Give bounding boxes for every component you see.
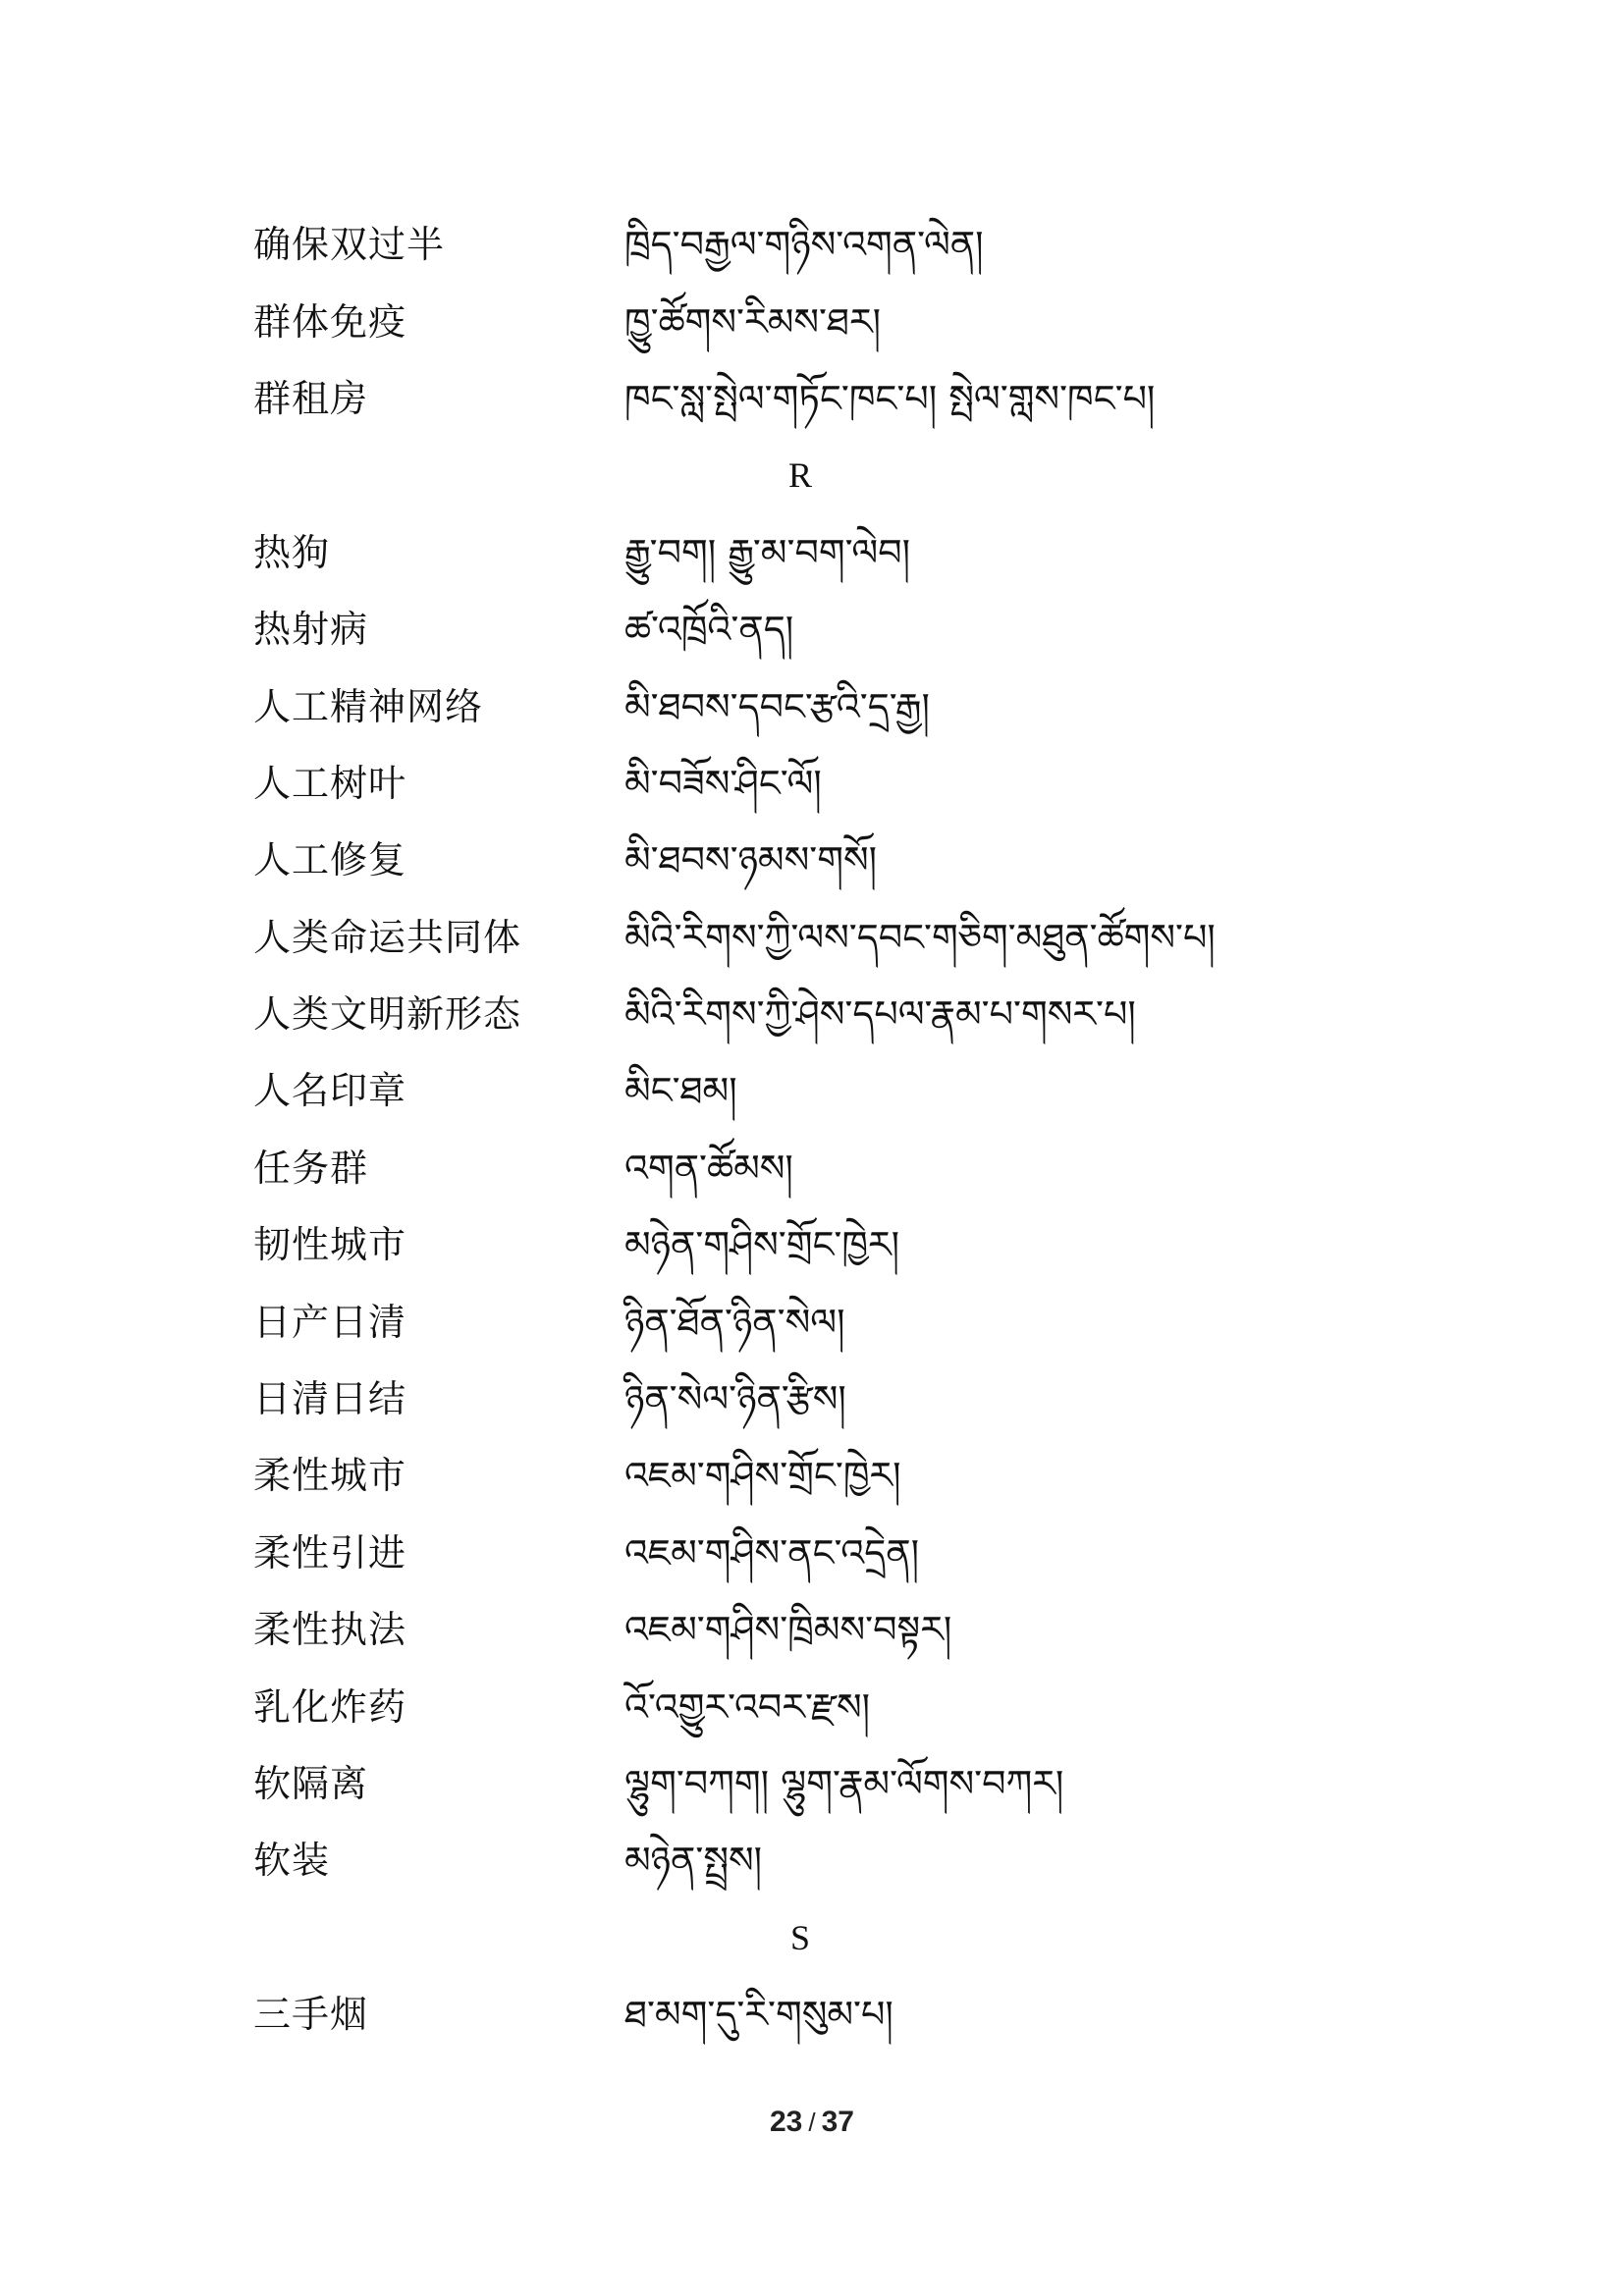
page-separator: / <box>808 2108 816 2137</box>
glossary-entry <box>253 1976 1373 2053</box>
tibetan-term: མིང་ཐམ། <box>624 1069 737 1113</box>
chinese-term: 乳化炸药 <box>253 1684 407 1729</box>
chinese-term: 热射病 <box>253 608 369 652</box>
tibetan-term: ཁང་སླ་སྤེལ་གཏོང་ཁང་པ། སྤེལ་གླས་ཁང་པ། <box>624 376 1156 420</box>
chinese-term: 柔性城市 <box>253 1454 407 1498</box>
glossary-entry <box>253 1361 1373 1437</box>
glossary-entry <box>253 514 1373 591</box>
chinese-term: 人工修复 <box>253 838 407 882</box>
chinese-term: 群租房 <box>253 376 369 420</box>
glossary-entry <box>253 976 1373 1052</box>
chinese-term: 人名印章 <box>253 1069 407 1113</box>
glossary-entry <box>253 822 1373 898</box>
chinese-term: 日产日清 <box>253 1300 407 1344</box>
page-number <box>0 2106 1624 2139</box>
chinese-term: 软隔离 <box>253 1762 369 1805</box>
tibetan-term: ཁྲིད་བརྒྱལ་གཉིས་འགན་ལེན། <box>624 223 984 267</box>
chinese-term: 三手烟 <box>253 1993 369 2037</box>
glossary-entry <box>253 1052 1373 1129</box>
tibetan-term: ཐ་མག་དུ་རི་གསུམ་པ། <box>624 1993 893 2037</box>
glossary-entry <box>253 360 1373 437</box>
tibetan-term: ཉིན་སེལ་ཉིན་རྩིས། <box>624 1377 846 1421</box>
total-page-count: 37 <box>821 2106 854 2138</box>
tibetan-term: འཇམ་གཤིས་ནང་འདྲེན། <box>624 1530 920 1575</box>
chinese-term: 群体免疫 <box>253 299 407 344</box>
tibetan-term: མི་ཐབས་ཉམས་གསོ། <box>624 838 878 882</box>
section-letter-s: S <box>789 1917 811 1957</box>
glossary-list <box>253 206 1373 2053</box>
glossary-entry <box>253 1437 1373 1514</box>
glossary-entry <box>253 899 1373 976</box>
tibetan-term: འོ་འགྱུར་འབར་རྫས། <box>624 1684 871 1729</box>
glossary-entry <box>253 1206 1373 1283</box>
chinese-term: 人工树叶 <box>253 761 407 805</box>
glossary-entry <box>253 667 1373 744</box>
tibetan-term: རྒྱུ་བག། རྒྱུ་མ་བག་ལེབ། <box>624 530 911 574</box>
chinese-term: 韧性城市 <box>253 1223 407 1267</box>
glossary-entry <box>253 1822 1373 1898</box>
chinese-term: 人工精神网络 <box>253 684 484 728</box>
chinese-term: 柔性执法 <box>253 1608 407 1652</box>
tibetan-term: མི་བཟོས་ཤིང་ལོ། <box>624 761 822 805</box>
chinese-term: 人类文明新形态 <box>253 992 522 1037</box>
glossary-entry <box>253 1745 1373 1822</box>
chinese-term: 确保双过半 <box>253 223 446 267</box>
tibetan-term: ཚ་འཁྲོའི་ནད། <box>624 608 794 652</box>
tibetan-term: མིའི་རིགས་ཀྱི་ལས་དབང་གཅིག་མཐུན་ཚོགས་པ། <box>624 915 1216 959</box>
chinese-term: 任务群 <box>253 1146 369 1190</box>
glossary-entry <box>253 745 1373 822</box>
tibetan-term: ལྷུག་བཀག། ལྷུག་རྣམ་ལོགས་བཀར། <box>624 1762 1064 1805</box>
tibetan-term: འཇམ་གཤིས་གྲོང་ཁྱེར། <box>624 1454 901 1498</box>
current-page-number: 23 <box>770 2106 803 2138</box>
tibetan-term: མི་ཐབས་དབང་རྩའི་དྲ་རྒྱ། <box>624 684 930 728</box>
glossary-entry <box>253 1668 1373 1744</box>
chinese-term: 人类命运共同体 <box>253 915 522 959</box>
section-letter-r: R <box>787 455 812 496</box>
glossary-entry <box>253 283 1373 359</box>
glossary-entry <box>253 591 1373 667</box>
glossary-entry <box>253 206 1373 283</box>
chinese-term: 日清日结 <box>253 1377 407 1421</box>
glossary-entry <box>253 1591 1373 1668</box>
tibetan-term: ཁྱུ་ཚོགས་རིམས་ཐར། <box>624 299 882 344</box>
tibetan-term: མཉེན་གཤིས་གྲོང་ཁྱེར། <box>624 1223 900 1267</box>
glossary-entry <box>253 1515 1373 1591</box>
tibetan-term: མིའི་རིགས་ཀྱི་ཤེས་དཔལ་རྣམ་པ་གསར་པ། <box>624 992 1136 1037</box>
tibetan-term: འཇམ་གཤིས་ཁྲིམས་བསྟར། <box>624 1608 952 1652</box>
tibetan-term: མཉེན་སྤྲས། <box>624 1839 763 1883</box>
tibetan-term: འགན་ཚོམས། <box>624 1146 793 1190</box>
glossary-entry <box>253 1130 1373 1206</box>
tibetan-term: ཉིན་ཐོན་ཉིན་སེལ། <box>624 1300 845 1344</box>
chinese-term: 软装 <box>253 1839 331 1883</box>
glossary-entry <box>253 1283 1373 1360</box>
chinese-term: 柔性引进 <box>253 1530 407 1575</box>
chinese-term: 热狗 <box>253 530 331 574</box>
